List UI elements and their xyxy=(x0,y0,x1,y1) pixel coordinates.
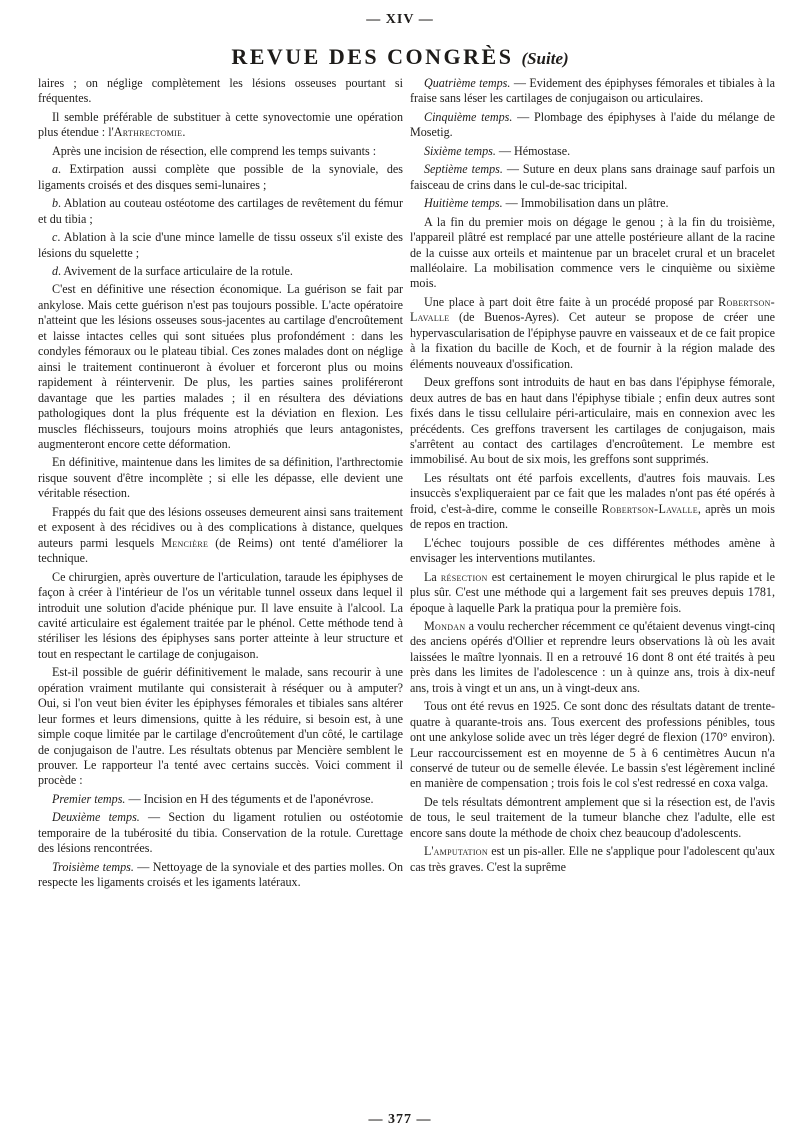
list-item: c. Ablation à la scie d'une mince lamelle de tissu osseux s'il existe des lésions du squelette ; xyxy=(38,230,403,260)
paragraph: Ce chirurgien, après ouverture de l'articulation, taraude les épiphyses de façon à créer à l'intérieur de l'os un véritable tunnel osseux dans lequel il introduit une solution d'acide phénique pur. Il lave ensuite à l'alcool. La cavité articulaire est également traitée par le phénol. Cette méthode tend à stériliser les lésions des épiphyses sans porter atteinte à leur structure et tout en respectant le cartilage de conjugaison. xyxy=(38,569,403,661)
paragraph: Il semble préférable de substituer à cette synovectomie une opération plus étendue : l'Arthrectomie. xyxy=(38,109,403,140)
small-caps-term: résection xyxy=(440,569,488,584)
step-item: Premier temps. — Incision en H des téguments et de l'aponévrose. xyxy=(52,791,374,806)
step-item: Huitième temps. — Immobilisation dans un plâtre. xyxy=(424,196,669,211)
right-column xyxy=(410,76,775,878)
paragraph: C'est en définitive une résection économique. La guérison se fait par ankylose. Mais cette guérison n'est pas toujours possible. L'acte opératoire n'atteint que les lésions osseuses sous-jacentes au cartilage d'encroûtement et laisse intactes celles qui sont situées plus profondément : dans les condyles fémoraux ou le plateau tibial. Ces zones malades dont on néglige ainsi le traitement continueront à évoluer et forceront plus ou moins rapidement à réintervenir. De plus, les parties saines proliféreront davantage que les parties malades ; il en résultera des déviations pathologiques dont la plus fréquente est la déviation en flexion. Les muscles fléchisseurs, toujours moins atrophiés que leurs antagonistes, augmenteront encore cette déformation. xyxy=(38,282,403,451)
roman-page-number: — XIV — xyxy=(366,12,434,27)
step-item: Sixième temps. — Hémostase. xyxy=(424,143,571,158)
paragraph: Les résultats ont été parfois excellents, d'autres fois mauvais. Les insuccès s'expliqueraient par ce fait que les malades n'ont pas été opérés à froid, c'est-à-dire, comme le conseille Robertson-Lavalle, après un mois de repos en traction. xyxy=(410,470,775,532)
list-item: a. Extirpation aussi complète que possible de la synoviale, des ligaments croisés et des disques semi-lunaires ; xyxy=(38,162,403,192)
paragraph: Après une incision de résection, elle comprend les temps suivants : xyxy=(52,143,377,158)
paragraph: Une place à part doit être faite à un procédé proposé par Robertson-Lavalle (de Buenos-Ayres). Cet auteur se propose de créer une hypervascularisation de l'épiphyse pauvre en vaisseaux et de ce fait propice à la fixation du bacille de Koch, et de fournir à la région malade des éléments nouveaux d'ossification. xyxy=(410,294,775,371)
paragraph: Frappés du fait que des lésions osseuses demeurent ainsi sans traitement et exposent à des récidives ou à des complications à distance, quelques auteurs parmi lesquels Mencière (de Reims) ont tenté d'améliorer la technique. xyxy=(38,504,403,566)
paragraph: Deux greffons sont introduits de haut en bas dans l'épiphyse fémorale, deux autres de bas en haut dans l'épiphyse tibiale ; enfin deux autres sont fixés dans le tissu cellulaire péri-articulaire, mais en connexion avec les précédents. Ces greffons traversent les cartilages de conjugaison, mais s'arrêtent au contact des cartilages d'encroûtement. Le membre est immobilisé. Au bout de six mois, les greffons sont supprimés. xyxy=(410,375,775,467)
small-caps-author: Robertson-Lavalle xyxy=(410,294,775,325)
paragraph: En définitive, maintenue dans les limites de sa définition, l'arthrectomie risque souvent d'être incomplète ; si elle les dépasse, elle devient une véritable résection. xyxy=(38,455,403,501)
step-item: Cinquième temps. — Plombage des épiphyses à l'aide du mélange de Mosetig. xyxy=(410,109,775,140)
small-caps-term: amputation xyxy=(433,844,488,859)
left-column xyxy=(38,76,403,894)
paragraph: De tels résultats démontrent amplement que si la résection est, de l'avis de tous, le seul traitement de la tumeur blanche chez l'adulte, elle est encore sans doute la méthode de choix chez beaucoup d'adolescents. xyxy=(410,794,775,840)
paragraph: L'échec toujours possible de ces différentes méthodes amène à envisager les interventions mutilantes. xyxy=(410,535,775,566)
page-number: — 377 — xyxy=(368,1112,432,1127)
small-caps-author: Robertson-Lavalle xyxy=(601,501,698,516)
page-title xyxy=(0,44,800,70)
list-item: b. Ablation au couteau ostéotome des cartilages de revêtement du fémur et du tibia ; xyxy=(38,196,403,226)
paragraph: Mondan a voulu rechercher récemment ce qu'étaient devenus vingt-cinq des anciens opérés d'Ollier et reprendre leurs observations là où les avait laissées le maître lyonnais. Il en a retrouvé 16 dont 8 ont été traités à peu près dans les limites de l'adolescence : un à quinze ans, trois à dix-neuf ans, trois à vingt et un ans, un à vingt-deux ans. xyxy=(410,618,775,695)
paragraph: La résection est certainement le moyen chirurgical le plus rapide et le plus sûr. C'est une méthode qui a largement fait ses preuves depuis 1781, époque à laquelle Park la pratiqua pour la première fois. xyxy=(410,569,775,615)
title-suite: (Suite) xyxy=(521,49,569,68)
small-caps-author: Mondan xyxy=(424,618,466,633)
step-item: Septième temps. — Suture en deux plans sans drainage sauf parfois un faisceau de crins dans le cul-de-sac tricipital. xyxy=(410,162,776,192)
paragraph: Est-il possible de guérir définitivement le malade, sans recourir à une opération vraiment mutilante qui consisterait à réséquer ou à amputer? Oui, si l'on veut bien éviter les épiphyses fémorales et tibiales sans altérer leur formes et leurs dimensions, quitte à les réduire, si besoin est, à une simple coque limitée par le cartilage d'encroûtement d'un côté, le cartilage de conjugaison de l'autre. Les résultats obtenus par Mencière semblent le prouver. Le rapporteur l'a tenté avec certains succès. Voici comment il procède : xyxy=(38,665,403,788)
paragraph: laires ; on néglige complètement les lésions osseuses pourtant si fréquentes. xyxy=(38,76,403,106)
paragraph: A la fin du premier mois on dégage le genou ; à la fin du troisième, l'appareil plâtré est remplacé par une attelle postérieure allant de la racine de la cuisse aux orteils et maintenue par un bracelet crural et un bracelet malléolaire. La mobilisation commence vers le cinquième ou sixième mois. xyxy=(410,214,775,291)
small-caps-term: Arthrectomie xyxy=(113,125,183,140)
paragraph: Tous ont été revus en 1925. Ce sont donc des résultats datant de trente-quatre à quarante-trois ans. Tous exercent des professions pénibles, tous ont une ankylose solide avec un très léger degré de flexion (170° environ). Leur raccourcissement est en moyenne de 5 à 6 centimètres Aucun n'a conservé de tuteur ou de semelle élevée. Le bassin s'est légèrement incliné en manière de compensation ; trois fois le col s'est redressé en coxa valga. xyxy=(410,699,775,791)
step-item: Quatrième temps. — Evidement des épiphyses fémorales et tibiales à la fraise sans léser les cartilages de conjugaison ou articulaires. xyxy=(410,76,775,106)
step-item: Deuxième temps. — Section du ligament rotulien ou ostéotomie temporaire de la tubérosité du tibia. Conservation de la rotule. Curettage des lésions rencontrées. xyxy=(38,810,403,856)
small-caps-author: Mencière xyxy=(161,535,209,550)
step-item: Troisième temps. — Nettoyage de la synoviale et des parties molles. On respecte les ligaments croisés et les igaments latéraux. xyxy=(38,859,403,890)
title-text: REVUE DES CONGRÈS xyxy=(231,44,514,69)
paragraph: L'amputation est un pis-aller. Elle ne s'applique pour l'adolescent qu'aux cas très graves. C'est la suprême xyxy=(410,844,775,874)
list-item: d. Avivement de la surface articulaire de la rotule. xyxy=(52,263,293,278)
